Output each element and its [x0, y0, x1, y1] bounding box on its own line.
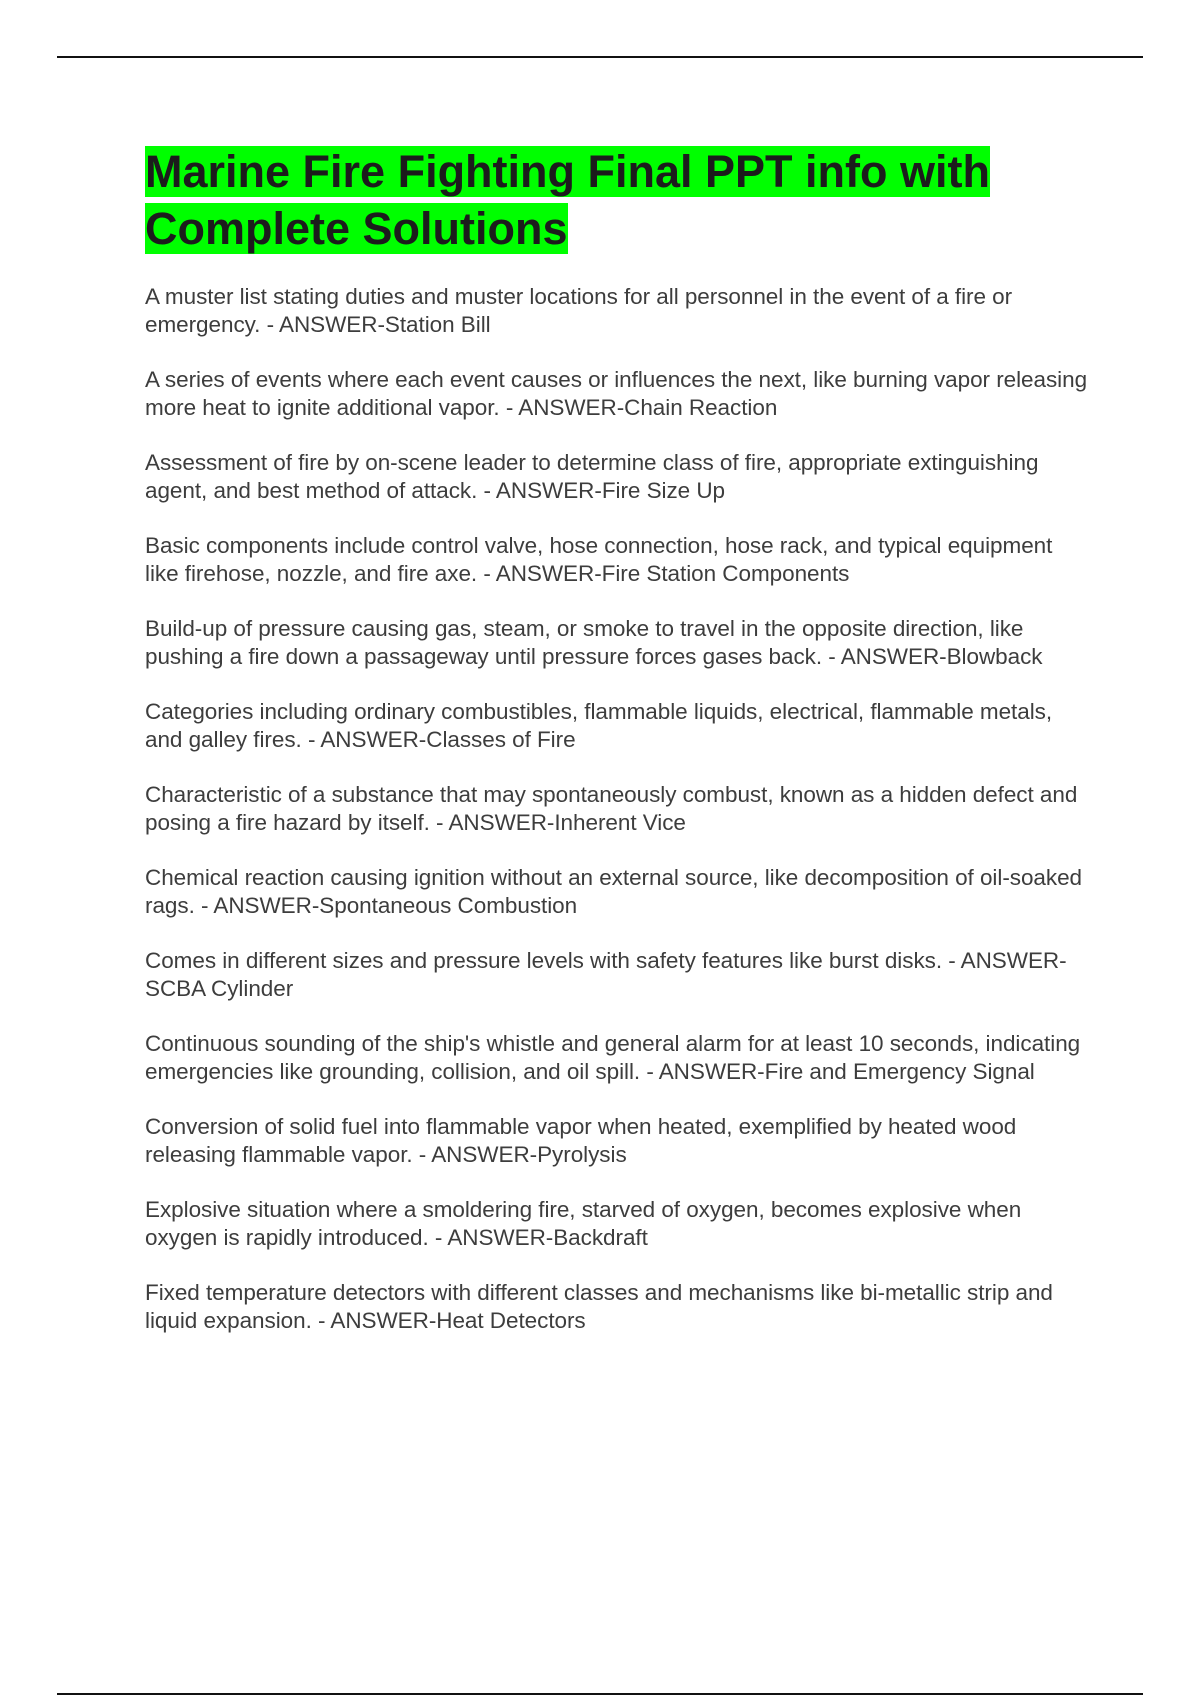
qa-item: Assessment of fire by on-scene leader to determine class of fire, appropriate extinguishing agent, and best method of attack. - ANSWER-Fire Size Up: [145, 450, 1039, 503]
qa-item: Chemical reaction causing ignition without an external source, like decomposition of oil-soaked rags. - ANSWER-Spontaneous Combustion: [145, 865, 1083, 918]
footer-rule: [57, 1693, 1143, 1695]
document-title-text: Marine Fire Fighting Final PPT info with Complete Solutions: [145, 146, 990, 254]
qa-item: Fixed temperature detectors with different classes and mechanisms like bi-metallic strip and liquid expansion. - ANSWER-Heat Detectors: [145, 1280, 1053, 1333]
qa-item: Categories including ordinary combustibles, flammable liquids, electrical, flammable metals, and galley fires. - ANSWER-Classes of Fire: [145, 699, 1053, 752]
qa-item: Basic components include control valve, hose connection, hose rack, and typical equipment like firehose, nozzle, and fire axe. - ANSWER-Fire Station Components: [145, 533, 1053, 586]
qa-item: Comes in different sizes and pressure levels with safety features like burst disks. - ANSWER-SCBA Cylinder: [145, 948, 1067, 1001]
qa-item: Continuous sounding of the ship's whistle and general alarm for at least 10 seconds, indicating emergencies like grounding, collision, and oil spill. - ANSWER-Fire and Emergency Signal: [145, 1031, 1081, 1084]
document-title: [145, 143, 1090, 257]
header-rule: [57, 56, 1143, 58]
qa-item: A muster list stating duties and muster locations for all personnel in the event of a fire or emergency. - ANSWER-Station Bill: [145, 284, 1013, 337]
qa-item: Build-up of pressure causing gas, steam, or smoke to travel in the opposite direction, like pushing a fire down a passageway until pressure forces gases back. - ANSWER-Blowback: [145, 616, 1043, 669]
qa-item: Characteristic of a substance that may spontaneously combust, known as a hidden defect and posing a fire hazard by itself. - ANSWER-Inherent Vice: [145, 782, 1078, 835]
qa-list: [145, 283, 1090, 1335]
document-body: [145, 143, 1090, 1362]
qa-item: Conversion of solid fuel into flammable vapor when heated, exemplified by heated wood releasing flammable vapor. - ANSWER-Pyrolysis: [145, 1114, 1017, 1167]
qa-item: Explosive situation where a smoldering fire, starved of oxygen, becomes explosive when oxygen is rapidly introduced. - ANSWER-Backdraft: [145, 1197, 1022, 1250]
qa-item: A series of events where each event causes or influences the next, like burning vapor releasing more heat to ignite additional vapor. - ANSWER-Chain Reaction: [145, 367, 1088, 420]
